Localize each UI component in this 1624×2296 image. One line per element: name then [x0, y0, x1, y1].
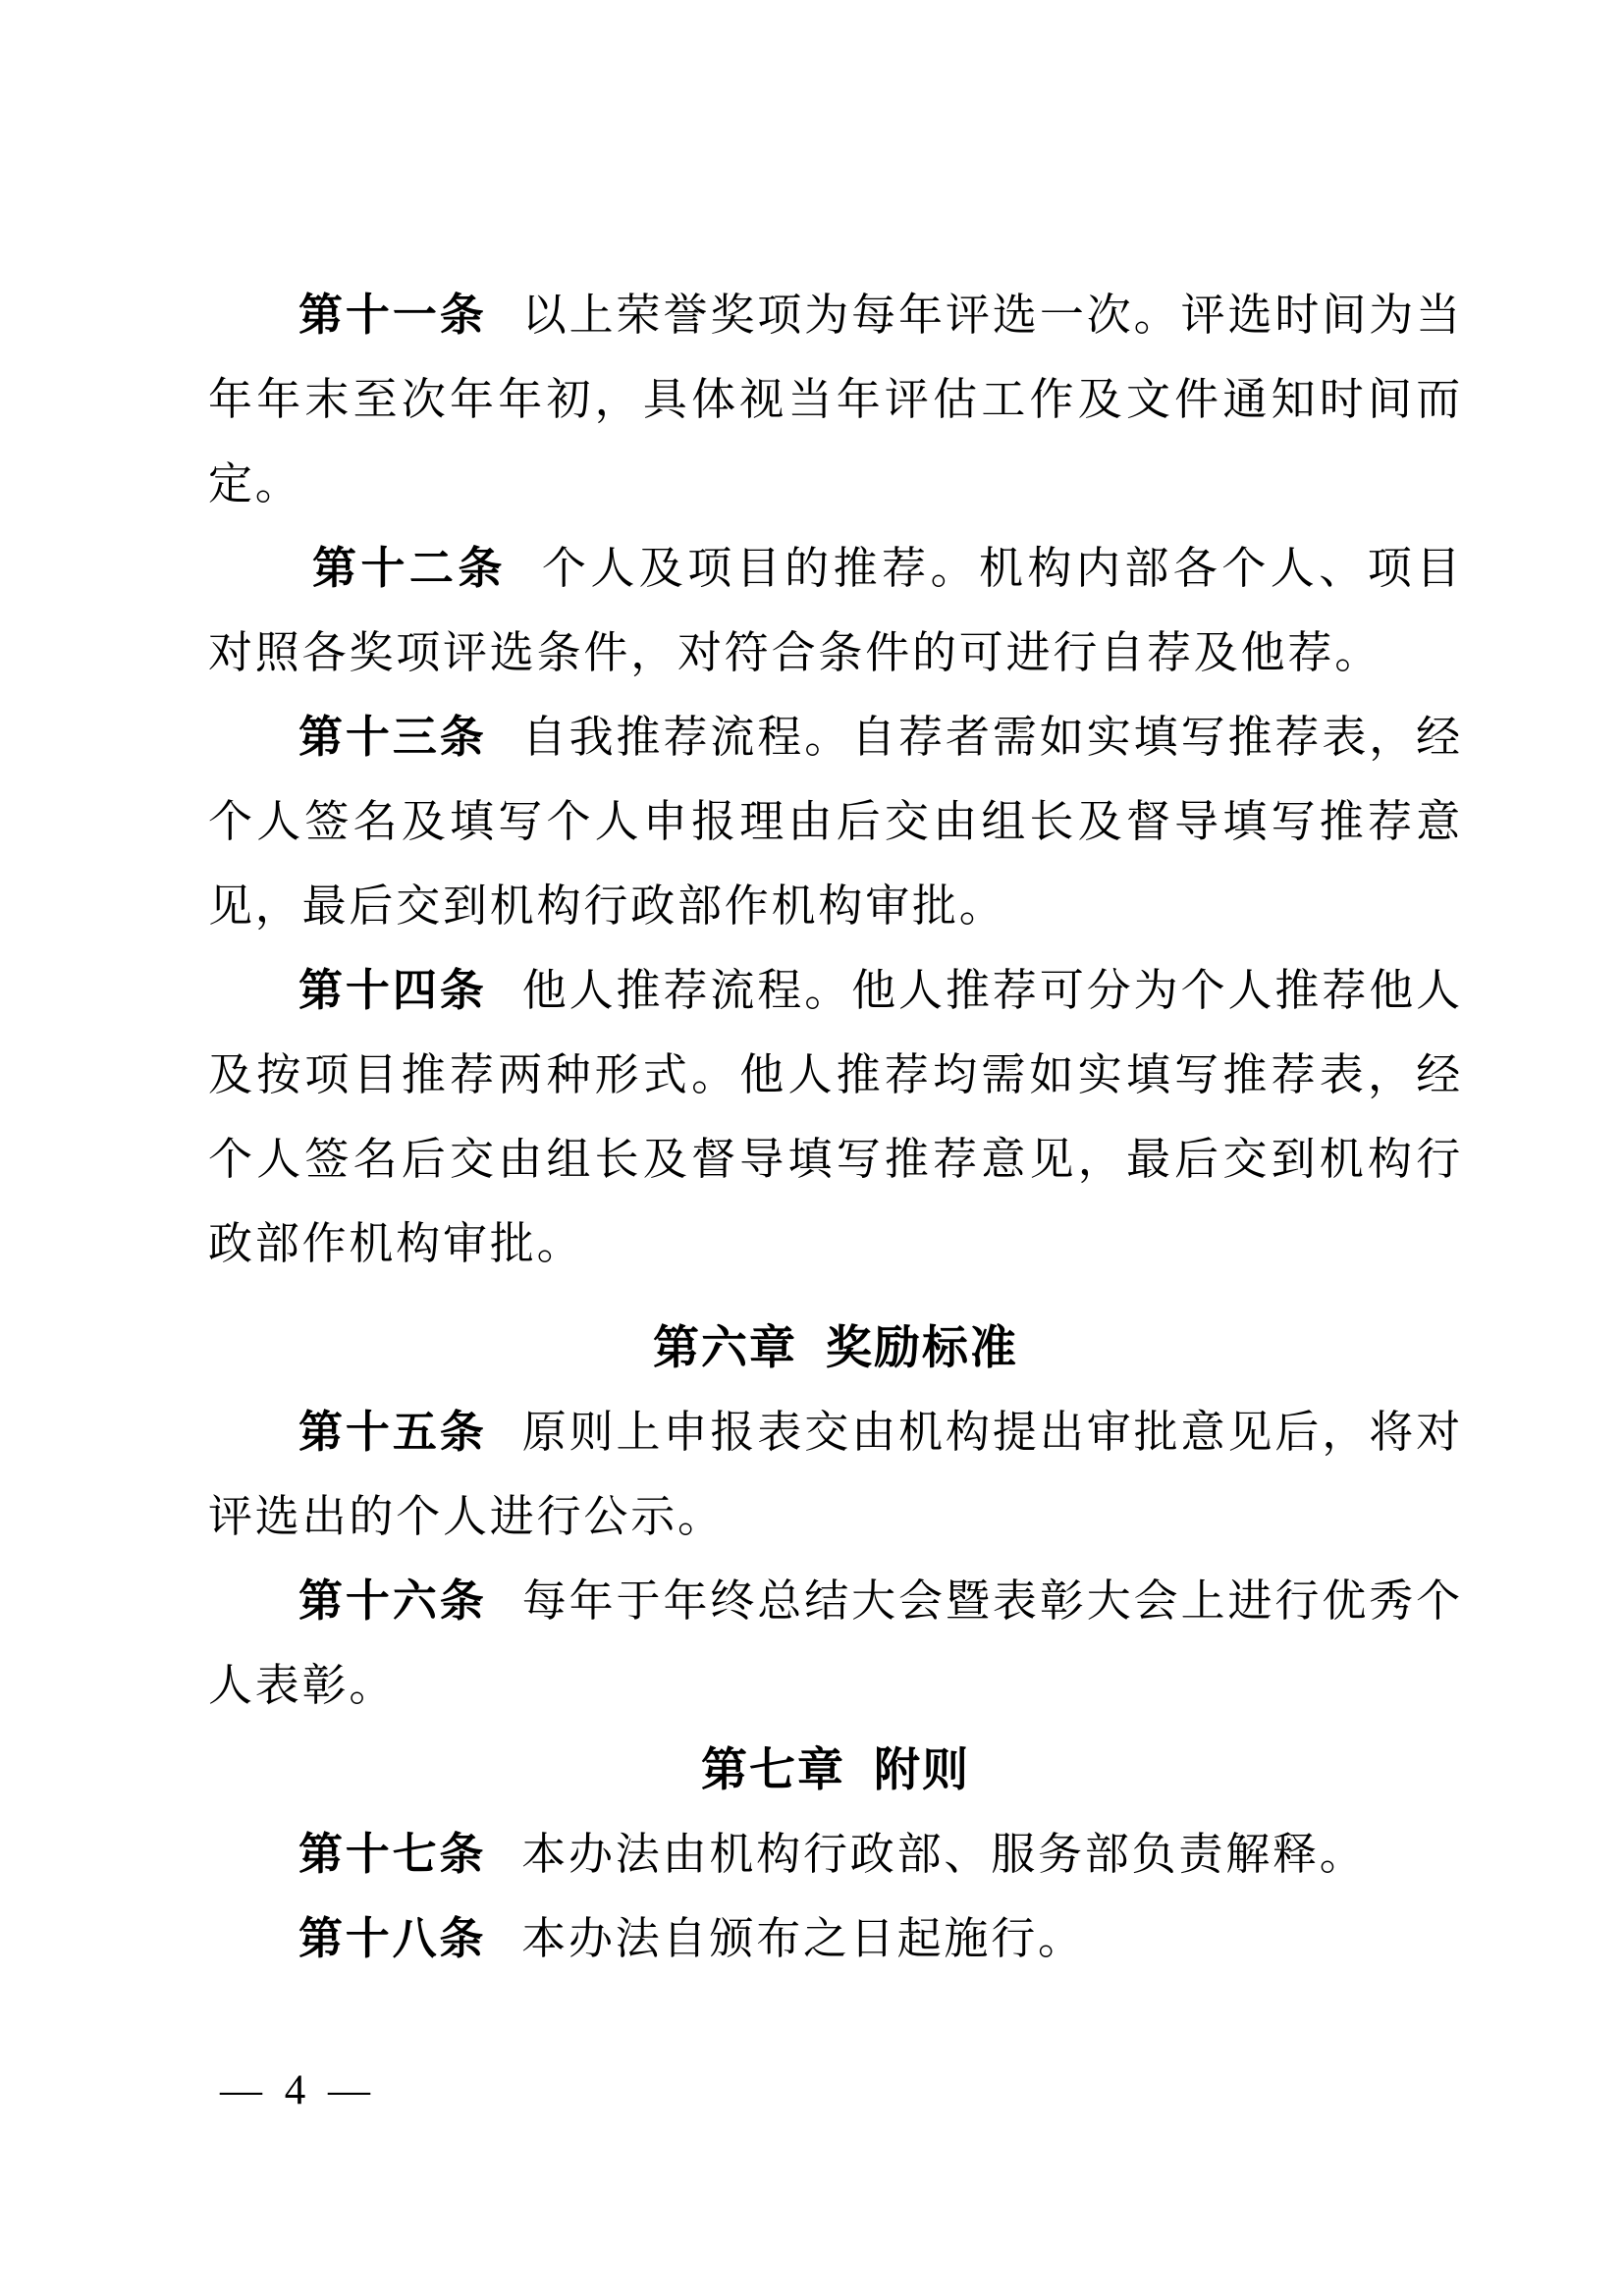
article-12-text: 个人及项目的推荐。机构内部各个人、项目对照各奖项评选条件，对符合条件的可进行自荐及他荐。	[208, 544, 1464, 677]
article-12-paragraph	[208, 526, 1463, 695]
article-17-text: 本办法由机构行政部、服务部负责解释。	[521, 1830, 1367, 1879]
article-16-label: 第十六条	[298, 1576, 487, 1626]
article-17-label: 第十七条	[298, 1830, 487, 1879]
article-14-text: 他人推荐流程。他人推荐可分为个人推荐他人及按项目推荐两种形式。他人推荐均需如实填写推荐表，经个人签名后交由组长及督导填写推荐意见，最后交到机构行政部作机构审批。	[208, 966, 1463, 1268]
article-11-label: 第十一条	[298, 291, 487, 340]
article-17-paragraph	[208, 1812, 1463, 1896]
article-15-text: 原则上申报表交由机构提出审批意见后，将对评选出的个人进行公示。	[208, 1408, 1463, 1541]
article-18-label: 第十八条	[298, 1914, 487, 1963]
article-13-text: 自我推荐流程。自荐者需如实填写推荐表，经个人签名及填写个人申报理由后交由组长及督导填写推荐意见，最后交到机构行政部作机构审批。	[208, 713, 1463, 931]
article-15-paragraph	[208, 1390, 1463, 1559]
chapter-7-heading: 第七章 附则	[700, 1743, 971, 1795]
article-16-paragraph	[208, 1559, 1463, 1728]
article-14-label: 第十四条	[298, 966, 487, 1015]
article-11-text: 以上荣誉奖项为每年评选一次。评选时间为当年年末至次年年初，具体视当年评估工作及文件通知时间而定。	[208, 291, 1463, 508]
article-14-paragraph	[208, 948, 1463, 1286]
article-13-label: 第十三条	[298, 713, 487, 762]
article-18-paragraph	[208, 1896, 1463, 1981]
article-18-text: 本办法自颁布之日起施行。	[521, 1914, 1085, 1963]
article-15-label: 第十五条	[298, 1408, 487, 1457]
page-number: — 4 —	[220, 2067, 376, 2113]
document-body	[208, 273, 1463, 1981]
article-13-paragraph	[208, 695, 1463, 948]
article-16-text: 每年于年终总结大会暨表彰大会上进行优秀个人表彰。	[208, 1576, 1463, 1710]
article-11-paragraph	[208, 273, 1463, 526]
chapter-6-heading: 第六章 奖励标准	[652, 1321, 1019, 1373]
article-12-label: 第十二条	[312, 544, 507, 593]
